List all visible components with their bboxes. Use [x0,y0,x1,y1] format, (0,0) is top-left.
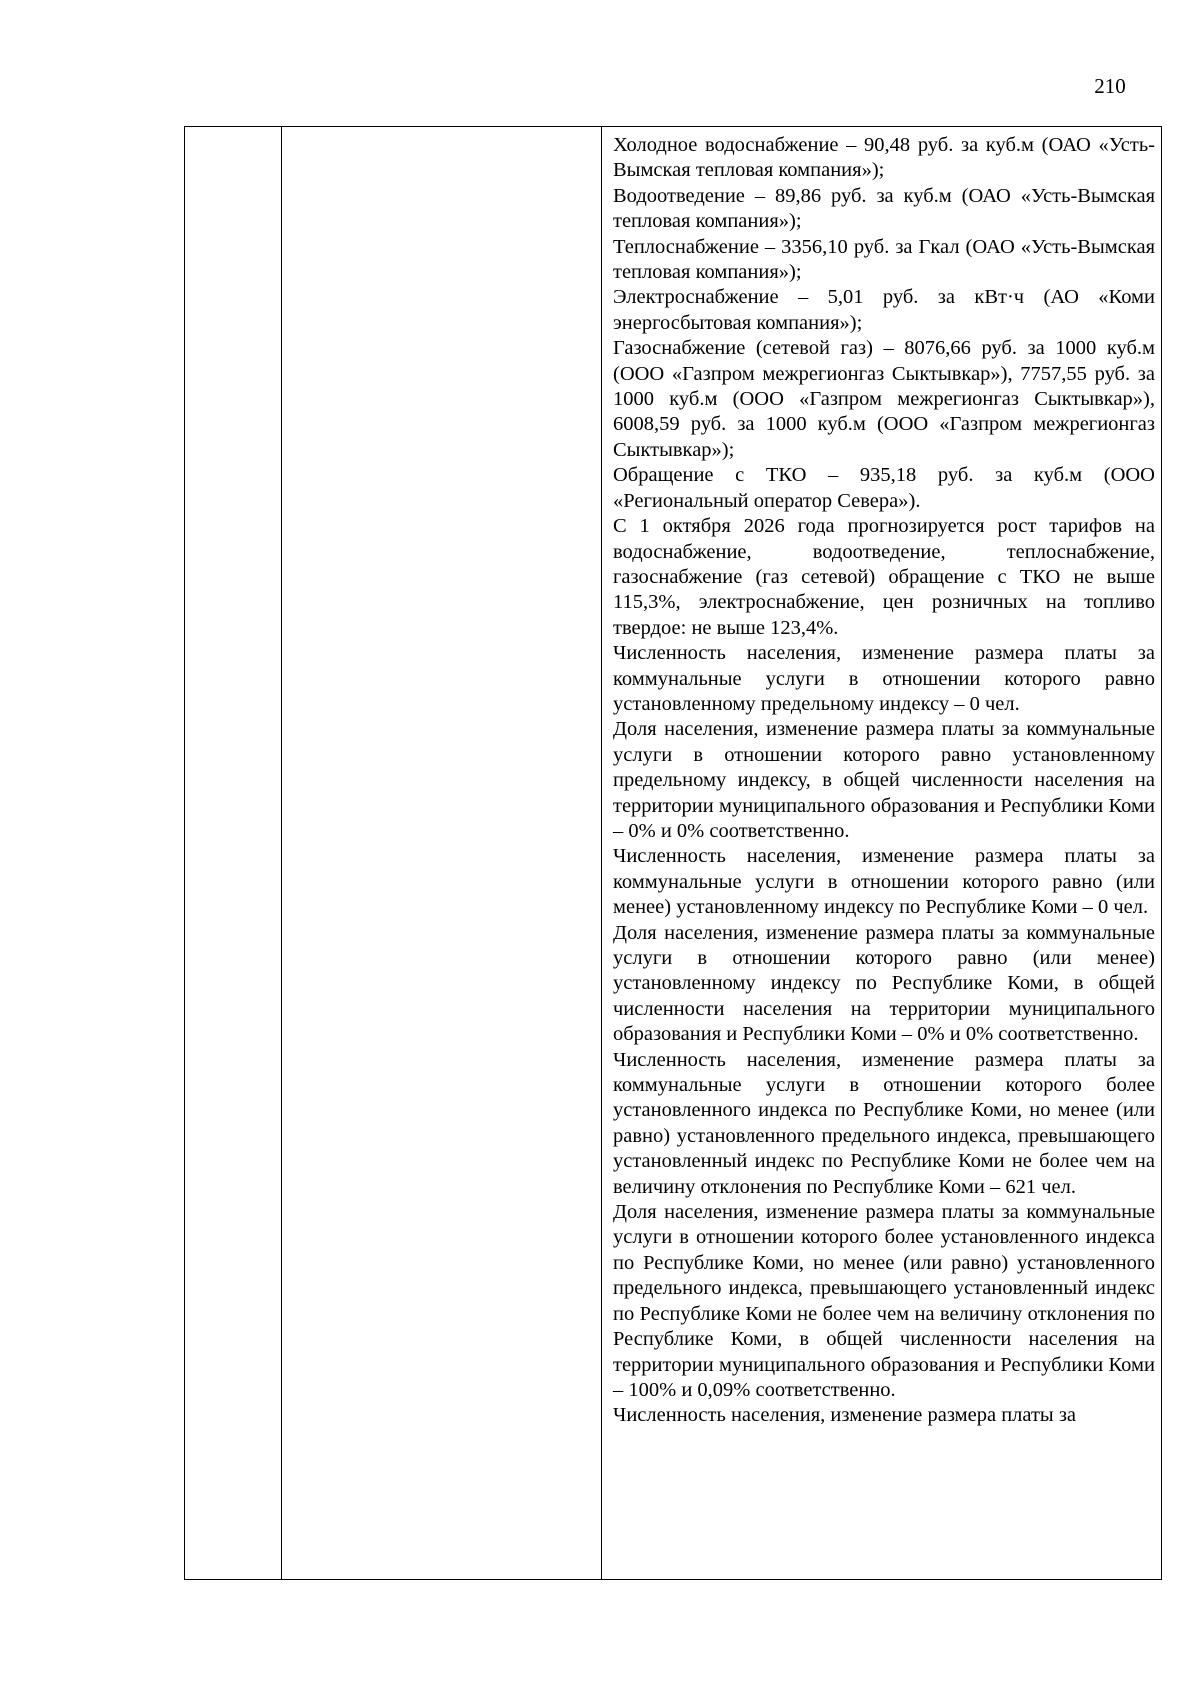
page-number: 210 [1094,74,1126,98]
paragraph-tariff-growth: С 1 октября 2026 года прогнозируется рост тарифов на водоснабжение, водоотведение, теплоснабжение, газоснабжение (газ сетевой) обращение с ТКО не выше 115,3%, электроснабжение, цен розничных на топливо твердое: не выше 123,4%. [613,515,1155,639]
paragraph-population-komi-index: Численность населения, изменение размера платы за коммунальные услуги в отношении которого равно (или менее) установленному индексу по Республике Коми – 0 чел. [613,845,1155,919]
paragraph-population-limit-index: Численность населения, изменение размера платы за коммунальные услуги в отношении которого равно установленному предельному индексу – 0 чел. [613,642,1155,715]
paragraph-share-komi-index: Доля населения, изменение размера платы за коммунальные услуги в отношении которого равно (или менее) установленному индексу по Республике Коми, в общей численности населения на территории муниципального образования и Республики Коми – 0% и 0% соответственно. [613,921,1155,1046]
document-table [184,126,1162,1580]
paragraph-waste: Обращение с ТКО – 935,18 руб. за куб.м (ООО «Региональный оператор Севера»). [613,464,1155,512]
paragraph-cold-water: Холодное водоснабжение – 90,48 руб. за куб.м (ОАО «Усть-Вымская тепловая компания»); [613,134,1155,182]
paragraph-heating: Теплоснабжение – 3356,10 руб. за Гкал (ОАО «Усть-Вымская тепловая компания»); [613,235,1155,284]
paragraph-share-above-index: Доля населения, изменение размера платы за коммунальные услуги в отношении которого более установленного индекса по Республике Коми, но менее (или равно) установленного предельного индекса, превышающего установленный индекс по Республике Коми не более чем на величину отклонения по Республике Коми, в общей численности населения на территории муниципального образования и Республики Коми – 100% и 0,09% соответственно. [613,1201,1155,1401]
table-column-3-text [602,127,1161,1579]
paragraph-population-continued: Численность населения, изменение размера платы за [613,1404,1077,1427]
paragraph-share-limit-index: Доля населения, изменение размера платы за коммунальные услуги в отношении которого равно установленному предельному индексу, в общей численности населения на территории муниципального образования и Республики Коми – 0% и 0% соответственно. [613,718,1155,842]
paragraph-wastewater: Водоотведение – 89,86 руб. за куб.м (ОАО «Усть-Вымская тепловая компания»); [613,184,1155,233]
paragraph-population-above-index: Численность населения, изменение размера платы за коммунальные услуги в отношении которого более установленного индекса по Республике Коми, но менее (или равно) установленного предельного индекса, превышающего установленный индекс по Республике Коми не более чем на величину отклонения по Республике Коми – 621 чел. [613,1048,1155,1198]
paragraph-gas: Газоснабжение (сетевой газ) – 8076,66 руб. за 1000 куб.м (ООО «Газпром межрегионгаз Сыктывкар»), 7757,55 руб. за 1000 куб.м (ООО «Газпром межрегионгаз Сыктывкар»), 6008,59 руб. за 1000 куб.м (ООО «Газпром межрегионгаз Сыктывкар»); [613,337,1155,461]
paragraph-electricity: Электроснабжение – 5,01 руб. за кВт·ч (АО «Коми энергосбытовая компания»); [613,286,1155,334]
table-column-2 [282,127,602,1579]
table-column-1 [185,127,282,1579]
